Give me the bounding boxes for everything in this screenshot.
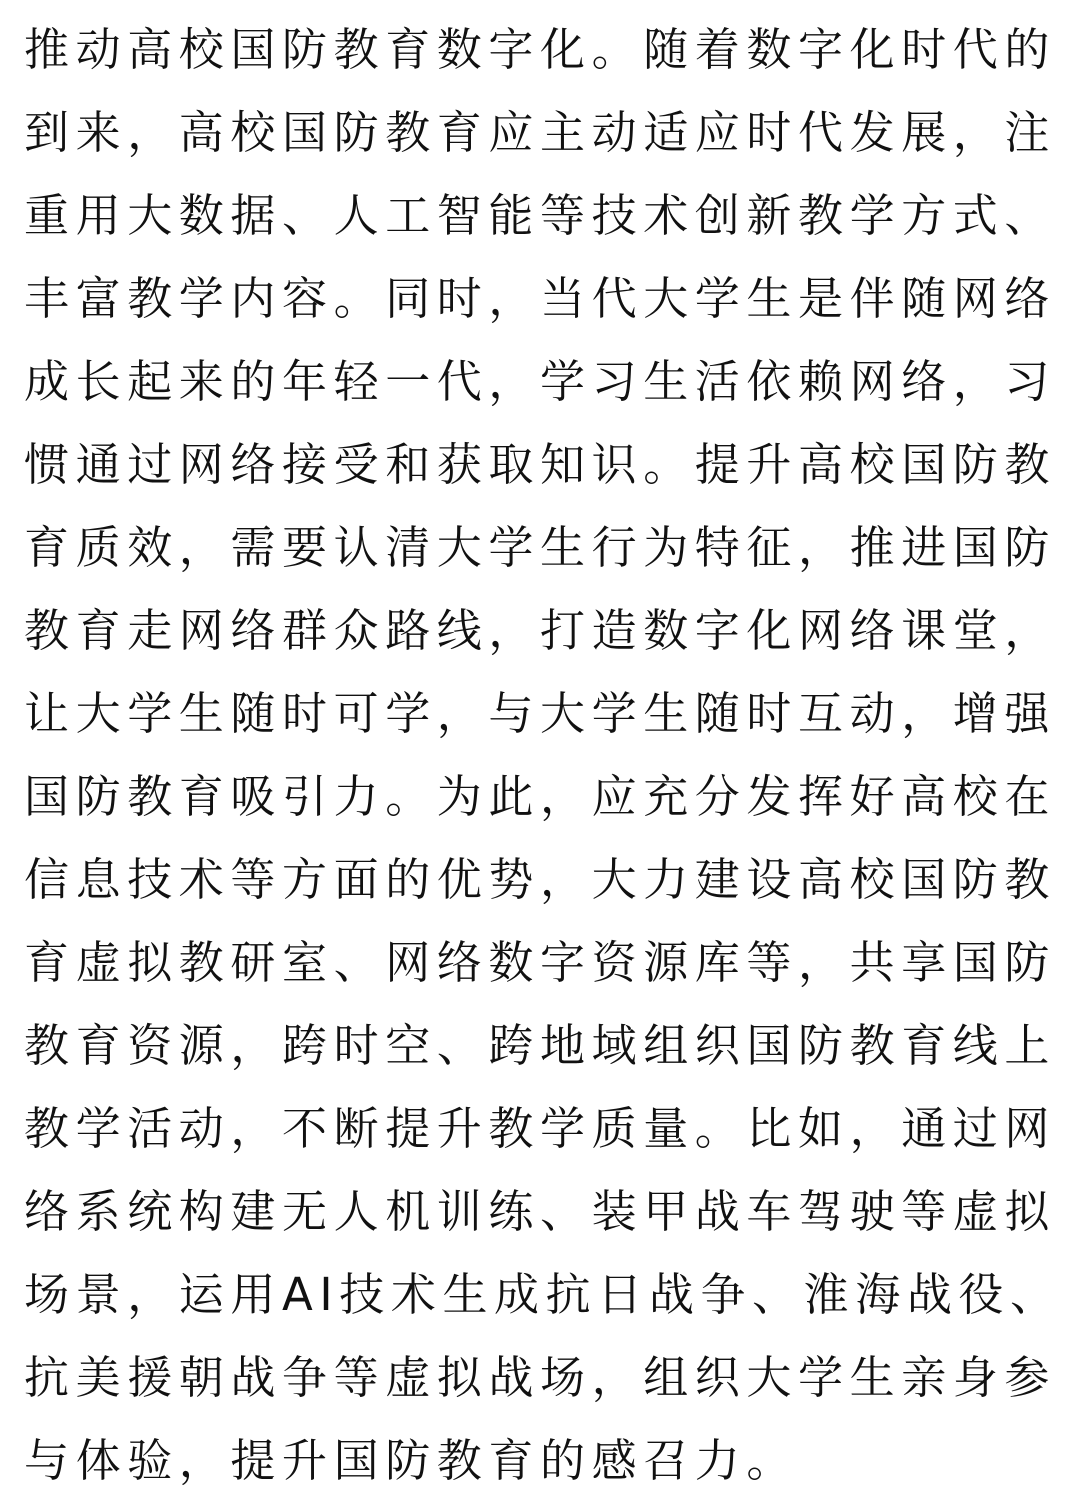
text-line-5: 成长起来的年轻一代，学习生活依赖网络，习 (24, 355, 1057, 408)
text-line-4: 丰富教学内容。同时，当代大学生是伴随网络 (24, 272, 1057, 325)
text-line-6: 惯通过网络接受和获取知识。提升高校国防教 (24, 438, 1057, 491)
text-line-12: 育虚拟教研室、网络数字资源库等，共享国防 (24, 936, 1057, 989)
text-line-8: 教育走网络群众路线，打造数字化网络课堂， (24, 604, 1057, 657)
text-line-16: 场景，运用AI技术生成抗日战争、淮海战役、 (24, 1268, 1062, 1321)
text-line-3: 重用大数据、人工智能等技术创新教学方式、 (24, 189, 1057, 242)
text-line-18: 与体验，提升国防教育的感召力。 (24, 1434, 799, 1487)
text-line-13: 教育资源，跨时空、跨地域组织国防教育线上 (24, 1019, 1057, 1072)
text-line-14: 教学活动，不断提升教学质量。比如，通过网 (24, 1102, 1057, 1155)
text-line-9: 让大学生随时可学，与大学生随时互动，增强 (24, 687, 1057, 740)
text-line-1: 推动高校国防教育数字化。随着数字化时代的 (24, 23, 1057, 76)
text-line-10: 国防教育吸引力。为此，应充分发挥好高校在 (24, 770, 1057, 823)
text-line-2: 到来，高校国防教育应主动适应时代发展，注 (24, 106, 1057, 159)
text-line-11: 信息技术等方面的优势，大力建设高校国防教 (24, 853, 1057, 906)
article-paragraph (24, 8, 1062, 1502)
text-line-7: 育质效，需要认清大学生行为特征，推进国防 (24, 521, 1057, 574)
text-line-15: 络系统构建无人机训练、装甲战车驾驶等虚拟 (24, 1185, 1057, 1238)
text-line-17: 抗美援朝战争等虚拟战场，组织大学生亲身参 (24, 1351, 1057, 1404)
